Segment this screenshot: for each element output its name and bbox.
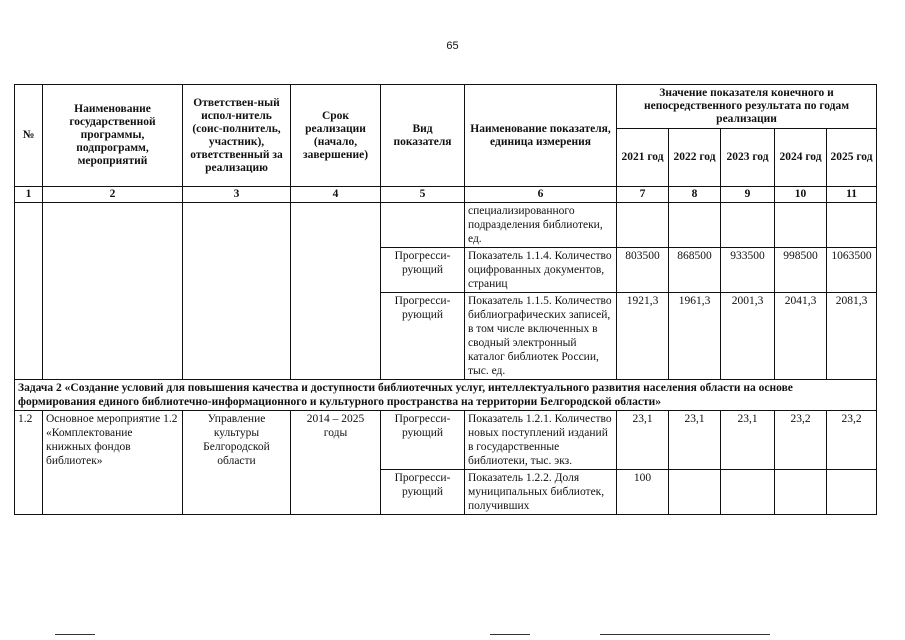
header-indicator: Наименование показателя, единица измерения bbox=[465, 85, 617, 187]
cell-period: 2014 – 2025 годы bbox=[291, 411, 381, 515]
cell-value: 23,2 bbox=[775, 411, 827, 470]
column-number: 10 bbox=[775, 187, 827, 203]
header-program: Наименование государственной программы, подпрограмм, мероприятий bbox=[43, 85, 183, 187]
cell-type: Прогресси-рующий bbox=[381, 411, 465, 470]
scan-artifact-line bbox=[490, 634, 530, 635]
cell-executor bbox=[183, 203, 291, 380]
header-year: 2022 год bbox=[669, 129, 721, 187]
scan-artifact-line bbox=[55, 634, 95, 635]
task-row bbox=[15, 380, 877, 411]
cell-value: 1961,3 bbox=[669, 293, 721, 380]
header-executor: Ответствен-ный испол-нитель (соис-полнитель, участник), ответственный за реализацию bbox=[183, 85, 291, 187]
cell-type: Прогресси-рующий bbox=[381, 248, 465, 293]
cell-indicator: специализированного подразделения библиотеки, ед. bbox=[465, 203, 617, 248]
table-row bbox=[15, 411, 877, 470]
column-number-row bbox=[15, 187, 877, 203]
cell-no: 1.2 bbox=[15, 411, 43, 515]
column-number: 1 bbox=[15, 187, 43, 203]
cell-no bbox=[15, 203, 43, 380]
column-number: 4 bbox=[291, 187, 381, 203]
cell-value bbox=[721, 470, 775, 515]
cell-value bbox=[827, 203, 877, 248]
scan-artifact-line bbox=[600, 634, 770, 635]
header-year: 2021 год bbox=[617, 129, 669, 187]
header-period: Срок реализации (начало, завершение) bbox=[291, 85, 381, 187]
cell-value bbox=[617, 203, 669, 248]
cell-value bbox=[721, 203, 775, 248]
header-values-group: Значение показателя конечного и непосредственного результата по годам реализации bbox=[617, 85, 877, 129]
cell-value: 1063500 bbox=[827, 248, 877, 293]
cell-value: 1921,3 bbox=[617, 293, 669, 380]
column-number: 8 bbox=[669, 187, 721, 203]
header-type: Вид показателя bbox=[381, 85, 465, 187]
cell-value bbox=[827, 470, 877, 515]
header-row-1 bbox=[15, 85, 877, 129]
cell-value bbox=[669, 470, 721, 515]
cell-executor: Управление культуры Белгородской области bbox=[183, 411, 291, 515]
column-number: 3 bbox=[183, 187, 291, 203]
cell-indicator: Показатель 1.2.1. Количество новых поступлений изданий в государственные библиотеки, тыс. экз. bbox=[465, 411, 617, 470]
header-no: № bbox=[15, 85, 43, 187]
table-row bbox=[15, 203, 877, 248]
cell-program bbox=[43, 203, 183, 380]
header-year: 2023 год bbox=[721, 129, 775, 187]
indicator-table bbox=[14, 84, 877, 515]
cell-value: 2001,3 bbox=[721, 293, 775, 380]
cell-type: Прогресси-рующий bbox=[381, 470, 465, 515]
column-number: 5 bbox=[381, 187, 465, 203]
column-number: 9 bbox=[721, 187, 775, 203]
column-number: 2 bbox=[43, 187, 183, 203]
task-title: Задача 2 «Создание условий для повышения качества и доступности библиотечных услуг, интеллектуального развития населения области на основе формирования единого библиотечно-информационного и культурного пространства на территории Белгородской области» bbox=[15, 380, 877, 411]
cell-value: 2081,3 bbox=[827, 293, 877, 380]
cell-value bbox=[669, 203, 721, 248]
cell-program: Основное мероприятие 1.2 «Комплектование книжных фондов библиотек» bbox=[43, 411, 183, 515]
cell-value: 933500 bbox=[721, 248, 775, 293]
cell-indicator: Показатель 1.1.5. Количество библиографических записей, в том числе включенных в сводный электронный каталог библиотек России, тыс. ед. bbox=[465, 293, 617, 380]
header-year: 2024 год bbox=[775, 129, 827, 187]
cell-value: 868500 bbox=[669, 248, 721, 293]
cell-value bbox=[775, 203, 827, 248]
column-number: 7 bbox=[617, 187, 669, 203]
header-year: 2025 год bbox=[827, 129, 877, 187]
column-number: 11 bbox=[827, 187, 877, 203]
cell-value: 2041,3 bbox=[775, 293, 827, 380]
cell-value: 803500 bbox=[617, 248, 669, 293]
cell-value: 100 bbox=[617, 470, 669, 515]
cell-indicator: Показатель 1.2.2. Доля муниципальных библиотек, получивших bbox=[465, 470, 617, 515]
column-number: 6 bbox=[465, 187, 617, 203]
cell-period bbox=[291, 203, 381, 380]
cell-indicator: Показатель 1.1.4. Количество оцифрованных документов, страниц bbox=[465, 248, 617, 293]
page-number: 65 bbox=[446, 40, 459, 52]
cell-value: 998500 bbox=[775, 248, 827, 293]
cell-value: 23,1 bbox=[617, 411, 669, 470]
cell-type: Прогресси-рующий bbox=[381, 293, 465, 380]
cell-type bbox=[381, 203, 465, 248]
cell-value bbox=[775, 470, 827, 515]
cell-value: 23,2 bbox=[827, 411, 877, 470]
cell-value: 23,1 bbox=[721, 411, 775, 470]
cell-value: 23,1 bbox=[669, 411, 721, 470]
